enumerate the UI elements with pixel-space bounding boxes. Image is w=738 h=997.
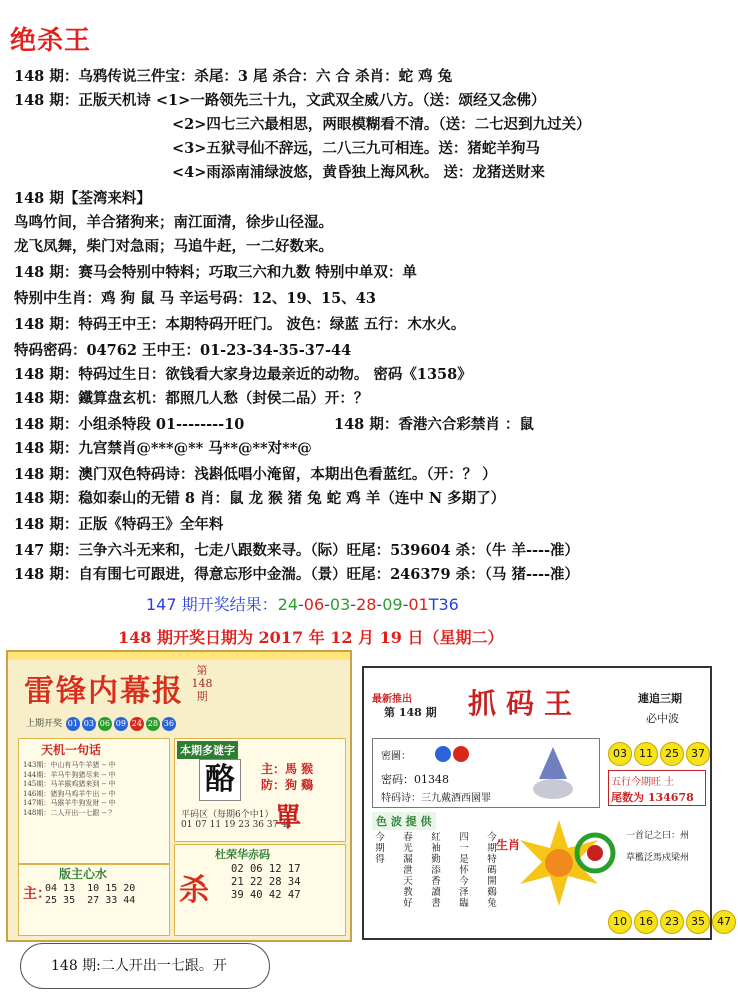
verse-column: 今期得 <box>375 832 385 865</box>
zhuama-poster <box>362 666 731 940</box>
tianji-box <box>18 738 170 864</box>
text-line: 龙飞凤舞，柴门对急雨；马追牛赶，一二好数来。 <box>14 238 333 255</box>
number-ball: 37 <box>686 742 710 766</box>
text-line: 特码密码：04762 王中王：01-23-34-35-37-44 <box>14 342 352 359</box>
text-line: <2>四七三六最相思，两眼模糊看不清。（送：二七迟到九过关） <box>172 116 591 133</box>
result-number: 24 <box>277 595 298 614</box>
poster-tag: 連追三期 <box>638 692 682 705</box>
verse-column: 紅袖勤添香讀書 <box>431 832 441 909</box>
box-numbers: 04 13 10 15 20 25 35 27 33 44 <box>45 883 136 906</box>
text-line: <4>雨添南浦绿波悠，黄昏独上海风秋。 送：龙猪送财来 <box>172 164 545 181</box>
kill-char: 杀 <box>179 873 209 908</box>
poster-title: 抓码王 <box>468 687 583 720</box>
result-label: 147 期开奖结果： <box>146 595 278 614</box>
text-line: 147 期：三争六斗无来和，七走八跟数来寻。（际）旺尾：539604 杀：（牛 羊----准） <box>14 542 580 559</box>
box-title: 杜荣华赤码 <box>215 848 270 861</box>
text-line: 148 期【荃湾来料】 <box>14 190 151 207</box>
draw-result: 147 期开奖结果：24-06-03-28-09-01T36 <box>146 595 459 614</box>
text-line: 148 期：澳门双色特码诗：浅斟低唱小淹留，本期出色看蓝红。（开：？ ） <box>14 466 497 483</box>
text-line: <3>五狱寻仙不辞远，二八三九可相连。送：猪蛇羊狗马 <box>172 140 540 157</box>
list-item: 145期：马羊猴鸡猪来到 -- 中 <box>23 780 116 788</box>
poster-tag: 必中波 <box>646 712 679 725</box>
page-title: 绝杀王 <box>10 26 92 56</box>
list-item: 146期：猪狗马鸡羊牛出 -- 中 <box>23 789 116 798</box>
text-line: 148 期：九宫禁肖@***@** 马**@**对**@ <box>14 440 312 457</box>
list-item: 143期：中山有马牛羊猪 -- 中 <box>23 761 116 769</box>
result-special: T36 <box>428 595 459 614</box>
poster-tag: 最新推出 <box>372 694 412 705</box>
result-number: 28 <box>356 595 377 614</box>
shengxiao-label: 生肖 <box>496 838 521 852</box>
bubble-text: 148 期:二人开出一七跟。开 <box>51 958 227 974</box>
result-label: 上期开奖 <box>26 719 63 729</box>
wizard-icon <box>523 745 583 801</box>
code-value: 密码：01348 <box>381 773 449 786</box>
mizi-box <box>174 738 346 842</box>
bottom-numbers <box>608 910 738 934</box>
number-ball: 11 <box>634 742 658 766</box>
poster-result-row <box>26 716 177 731</box>
main-pick: 主：馬 猴 <box>261 762 314 776</box>
poster-title: 雷锋内幕报 <box>24 674 184 709</box>
code-label: 密圖： <box>381 751 411 762</box>
box-numbers: 02 06 12 17 21 22 28 34 39 40 42 47 <box>231 863 301 901</box>
text-line: 148 期：特码王中王：本期特码开旺门。 波色：绿蓝 五行：木水火。 <box>14 316 466 333</box>
text-line: 148 期：正版天机诗 <1>一路领先三十九，文武双全威八方。（送：颂经又念佛） <box>14 92 546 109</box>
result-number: 01 <box>408 595 429 614</box>
wuxing-label: 五行今期旺 土 <box>611 777 675 788</box>
number-ball: 47 <box>712 910 736 934</box>
ball-icons <box>433 743 473 765</box>
verse-column: 四一是怀今泽臨 <box>459 832 469 909</box>
zone-label: 平码区（每期6个中1） <box>181 810 274 820</box>
list-item: 147期：马猴羊牛狗发财 -- 中 <box>23 799 116 807</box>
poem: 特码诗：三九戴酒西園罪 <box>381 793 491 804</box>
number-ball: 10 <box>608 910 632 934</box>
text-line: 鸟鸣竹间，羊合猪狗来；南江面清，徐步山径湿。 <box>14 214 333 231</box>
tianji-rows <box>23 761 165 818</box>
text-line: 148 期：正版《特码王》全年料 <box>14 516 224 533</box>
number-ball: 28 <box>146 717 160 731</box>
result-number: 03 <box>329 595 351 614</box>
code-box <box>372 738 600 808</box>
box-title: 天机一句话 <box>41 743 102 757</box>
number-ball: 23 <box>660 910 684 934</box>
banzhu-box <box>18 864 170 936</box>
top-numbers <box>608 742 712 766</box>
wuxing-box <box>608 770 706 806</box>
tail-label: 尾数为 134678 <box>611 791 694 804</box>
box-key: 主： <box>23 886 51 902</box>
poster-frame <box>8 652 350 660</box>
text-line: 148 期：稳如泰山的无错 8 肖：鼠 龙 猴 猪 兔 蛇 鸡 羊（连中 N 多期了） <box>14 490 506 507</box>
verse-column: 春光漏泄天教好 <box>403 832 413 909</box>
verse-column: 今期特碼開鷄兔 <box>487 832 497 909</box>
riddle-char: 酪 <box>199 759 241 801</box>
text-line: 148 期：赛马会特别中特料；巧取三六和九数 特别中单双：单 <box>14 264 417 281</box>
text-line: 148 期：香港六合彩禁肖 ：鼠 <box>334 416 534 433</box>
note: 草檻泛馬戍梁州 <box>626 853 690 863</box>
zone-numbers: 01 07 11 19 23 36 37 41 <box>181 820 293 830</box>
chima-box <box>174 844 346 936</box>
number-ball: 35 <box>686 910 710 934</box>
number-ball: 36 <box>162 717 176 731</box>
text-line: 148 期：小组杀特段 01--------10 <box>14 416 245 433</box>
number-ball: 06 <box>98 717 112 731</box>
list-item: 148期：二人开出一七跟 -- ？ <box>23 808 116 817</box>
poster-issue: 第 148 期 <box>384 706 437 719</box>
leifeng-poster <box>6 650 352 942</box>
note: 一首记之曰：州 <box>626 831 690 841</box>
text-line: 148 期：自有围七可跟进，得意忘形中金湍。（景）旺尾：246379 杀：（马 猪----准） <box>14 566 580 583</box>
result-number: 06 <box>303 595 325 614</box>
number-ball: 01 <box>66 717 80 731</box>
text-line: 148 期：特码过生日：欲钱看大家身边最亲近的动物。 密码《1358》 <box>14 366 472 383</box>
box-title: 版主心水 <box>59 867 108 881</box>
text-line: 特别中生肖：鸡 狗 鼠 马 辛运号码：12、19、15、43 <box>14 290 376 307</box>
list-item: 144期：羊马牛狗猪尽来 -- 中 <box>23 770 116 779</box>
speech-bubble <box>20 943 270 989</box>
number-ball: 24 <box>130 717 144 731</box>
draw-date: 148 期开奖日期为 2017 年 12 月 19 日（星期二） <box>118 628 504 647</box>
single-char: 單 <box>275 803 302 833</box>
section-title: 色 波 提 供 <box>372 812 436 830</box>
number-ball: 25 <box>660 742 684 766</box>
main-zodiac <box>261 761 313 793</box>
text-line: 148 期：鐵算盘玄机：都照几人愁（封侯二品）开：？ <box>14 390 369 407</box>
poster-issue: 第148期 <box>191 664 213 703</box>
number-ball: 09 <box>114 717 128 731</box>
guard-pick: 防：狗 鷄 <box>261 778 314 792</box>
text-line: 148 期：乌鸦传说三件宝：杀尾：3 尾 杀合：六 合 杀肖：蛇 鸡 兔 <box>14 68 453 85</box>
number-ball: 16 <box>634 910 658 934</box>
dragon-icon <box>570 828 620 878</box>
number-ball: 03 <box>608 742 632 766</box>
number-ball: 03 <box>82 717 96 731</box>
box-title: 本期多谜字 <box>177 741 238 759</box>
result-number: 09 <box>382 595 403 614</box>
